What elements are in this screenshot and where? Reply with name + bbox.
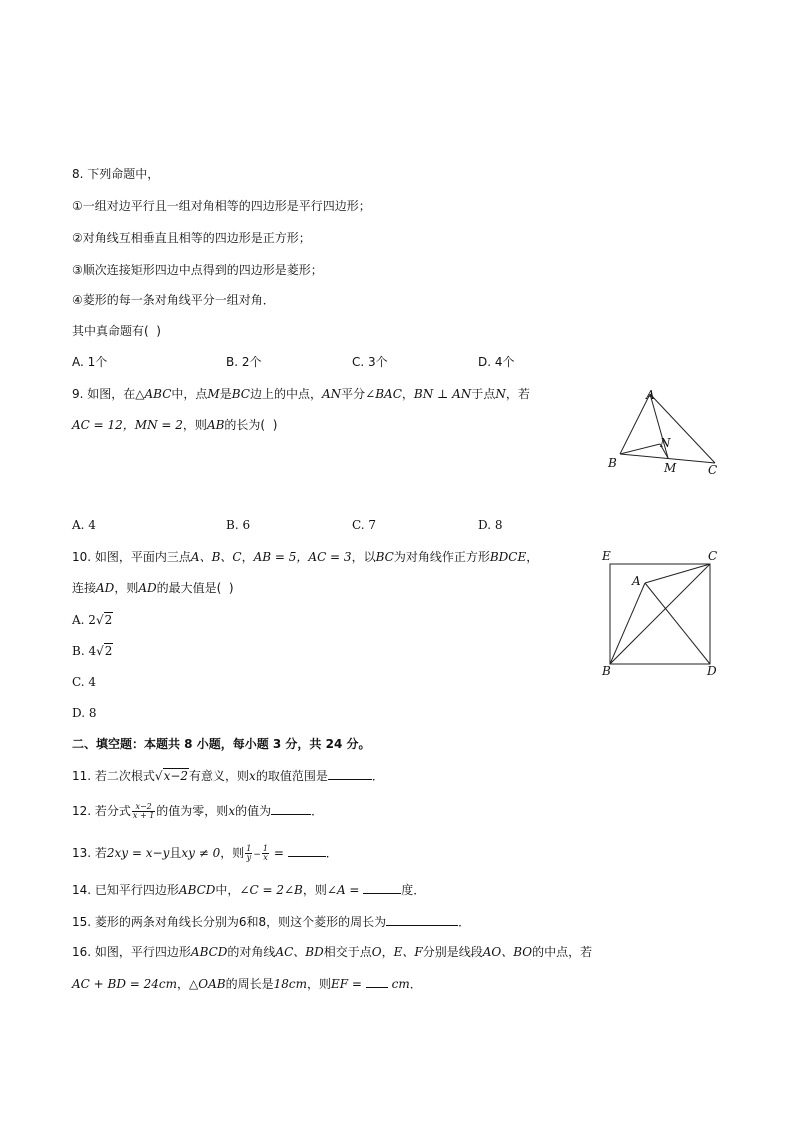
q8-option-d: D. 4个: [478, 355, 515, 369]
q15: 15. 菱形的两条对角线长分别为6和8，则这个菱形的周长为 ．: [72, 915, 471, 929]
q8-item-3: ③顺次连接矩形四边中点得到的四边形是菱形；: [72, 263, 323, 277]
q8-stem: 8. 下列命题中，: [72, 167, 160, 181]
q16-line-2: AC + BD = 24cm，△OAB的周长是18cm，则EF = cm．: [72, 977, 422, 991]
q8-item-4: ④菱形的每一条对角线平分一组对角．: [72, 293, 275, 307]
q9-triangle-figure: [600, 384, 730, 480]
q11-answer-blank[interactable]: [328, 767, 372, 780]
q8-ask: 其中真命题有( ): [72, 324, 161, 338]
q15-answer-blank[interactable]: [386, 913, 458, 926]
q9-label-m: M: [664, 461, 677, 475]
q9-option-d: D. 8: [478, 518, 503, 532]
q8-option-a: A. 1个: [72, 355, 108, 369]
q8-item-2: ②对角线互相垂直且相等的四边形是正方形；: [72, 231, 311, 245]
q16-answer-blank[interactable]: [366, 975, 388, 988]
q14: 14. 已知平行四边形ABCD中，∠C = 2∠B，则∠A = 度．: [72, 883, 426, 897]
q10-label-d: D: [707, 664, 717, 678]
q12-fraction: $\frac{x-2}{x + 1}$: [132, 802, 155, 820]
q14-answer-blank[interactable]: [363, 881, 401, 894]
q13-fraction-1: $\frac{1}{y}$: [246, 844, 252, 862]
q13-fraction-2: $\frac{1}{x}$: [262, 844, 269, 862]
q10-option-d: D. 8: [72, 706, 97, 720]
q9-line-1: 9. 如图，在△ABC中，点M是BC边上的中点，AN平分∠BAC，BN ⊥ AN于点N，若: [72, 387, 530, 401]
q10-line-2: 连接AD，则AD的最大值是( ): [72, 581, 234, 595]
q10-option-a: A. 2√2: [72, 613, 113, 627]
q9-label-c: C: [708, 463, 718, 477]
q12: 12. 若分式 $\frac{x-2}{x + 1}$ 的值为零，则x的值为 ．: [72, 802, 324, 820]
q10-option-c: C. 4: [72, 675, 97, 689]
q10-square-figure: [598, 545, 726, 681]
q9-label-b: B: [608, 456, 617, 470]
q16-line-1: 16. 如图，平行四边形ABCD的对角线AC、BD相交于点O，E、F分别是线段AO、BO的中点，若: [72, 945, 593, 959]
q9-label-a: A: [646, 388, 655, 402]
q8-option-b: B. 2个: [226, 355, 262, 369]
q9-option-c: C. 7: [352, 518, 377, 532]
q9-option-a: A. 4: [72, 518, 96, 532]
q9-line-2: AC = 12，MN = 2，则AB的长为( ): [72, 418, 278, 432]
q8-option-c: C. 3个: [352, 355, 388, 369]
q12-answer-blank[interactable]: [271, 802, 311, 815]
q13: 13. 若2xy = x−y且xy ≠ 0，则 $\frac{1}{y}$ − $\frac{1}{x}$ = ．: [72, 844, 338, 862]
section-2-heading: 二、填空题：本题共 8 小题，每小题 3 分，共 24 分。: [72, 737, 371, 751]
q10-label-e: E: [602, 549, 611, 563]
q10-option-b: B. 4√2: [72, 644, 113, 658]
q10-label-b: B: [602, 664, 611, 678]
q8-item-1: ①一组对边平行且一组对角相等的四边形是平行四边形；: [72, 199, 371, 213]
q9-option-b: B. 6: [226, 518, 251, 532]
q9-label-n: N: [660, 436, 671, 450]
q11: 11. 若二次根式√x−2有意义，则x的取值范围是 ．: [72, 769, 384, 783]
q10-label-a: A: [632, 574, 641, 588]
q10-label-c: C: [708, 549, 718, 563]
q13-answer-blank[interactable]: [288, 844, 326, 857]
q10-line-1: 10. 如图，平面内三点A、B、C，AB = 5，AC = 3，以BC为对角线作正方形BDCE，: [72, 550, 539, 564]
